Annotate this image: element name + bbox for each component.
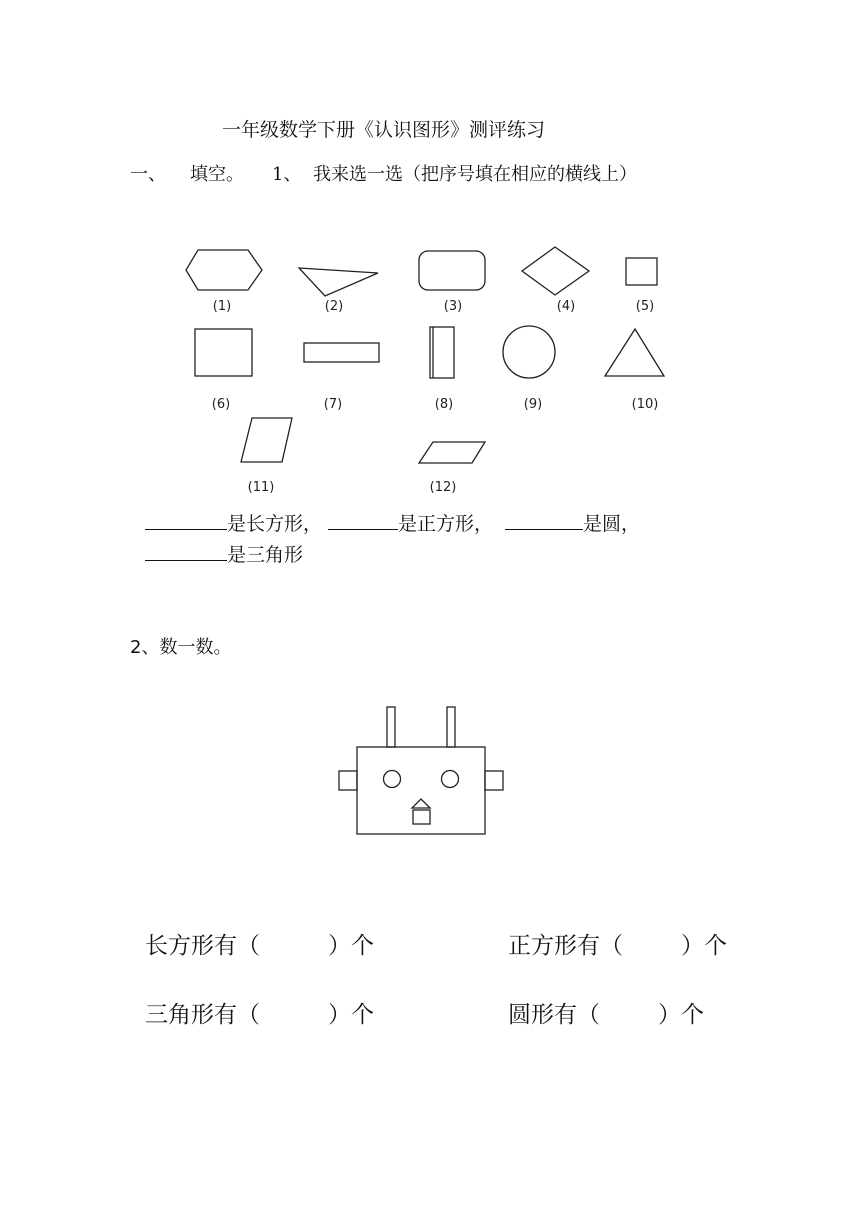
shape-label: (3) <box>443 299 463 314</box>
section-title: 填空。 <box>190 164 244 185</box>
robot-ear <box>339 771 357 790</box>
fill-label: 是圆， <box>583 513 641 535</box>
robot-head <box>357 747 485 834</box>
shape-label: (8) <box>434 397 454 412</box>
section-number: 一、 <box>130 164 166 185</box>
count-label: 正方形有（ <box>508 933 623 959</box>
robot-mouth-square <box>413 810 430 824</box>
shape-label: (9) <box>523 397 543 412</box>
shape-label: (4) <box>556 299 576 314</box>
robot-eye <box>384 771 401 788</box>
shape-label: (7) <box>323 397 343 412</box>
count-suffix: ）个 <box>681 933 727 959</box>
shape-label: (6) <box>211 397 231 412</box>
robot-eye <box>442 771 459 788</box>
question-text: 我来选一选（把序号填在相应的横线上） <box>313 164 637 185</box>
count-label: 长方形有（ <box>145 933 260 959</box>
count-square <box>508 927 727 960</box>
robot-ear <box>485 771 503 790</box>
count-suffix: ）个 <box>328 933 374 959</box>
shape-label: (12) <box>429 480 457 495</box>
question-text: 2、数一数。 <box>130 637 232 658</box>
page-title: 一年级数学下册《认识图形》测评练习 <box>222 119 546 141</box>
count-suffix: ）个 <box>328 1002 374 1028</box>
count-suffix: ）个 <box>658 1002 704 1028</box>
count-circle <box>508 996 704 1029</box>
shape-label: (1) <box>212 299 232 314</box>
count-label: 圆形有（ <box>508 1002 600 1028</box>
shape-label: (2) <box>324 299 344 314</box>
fill-label: 是三角形 <box>227 544 304 566</box>
shape-label: (11) <box>247 480 275 495</box>
robot-antenna <box>387 707 395 747</box>
fill-label: 是正方形， <box>398 513 494 535</box>
count-label: 三角形有（ <box>145 1002 260 1028</box>
fill-label: 是长方形， <box>227 513 323 535</box>
question-number: 1、 <box>272 164 302 185</box>
shape-label: (5) <box>635 299 655 314</box>
robot-antenna <box>447 707 455 747</box>
count-triangle <box>145 996 374 1029</box>
count-rectangle <box>145 927 374 960</box>
robot-nose-triangle <box>412 799 430 808</box>
shape-label: (10) <box>631 397 659 412</box>
